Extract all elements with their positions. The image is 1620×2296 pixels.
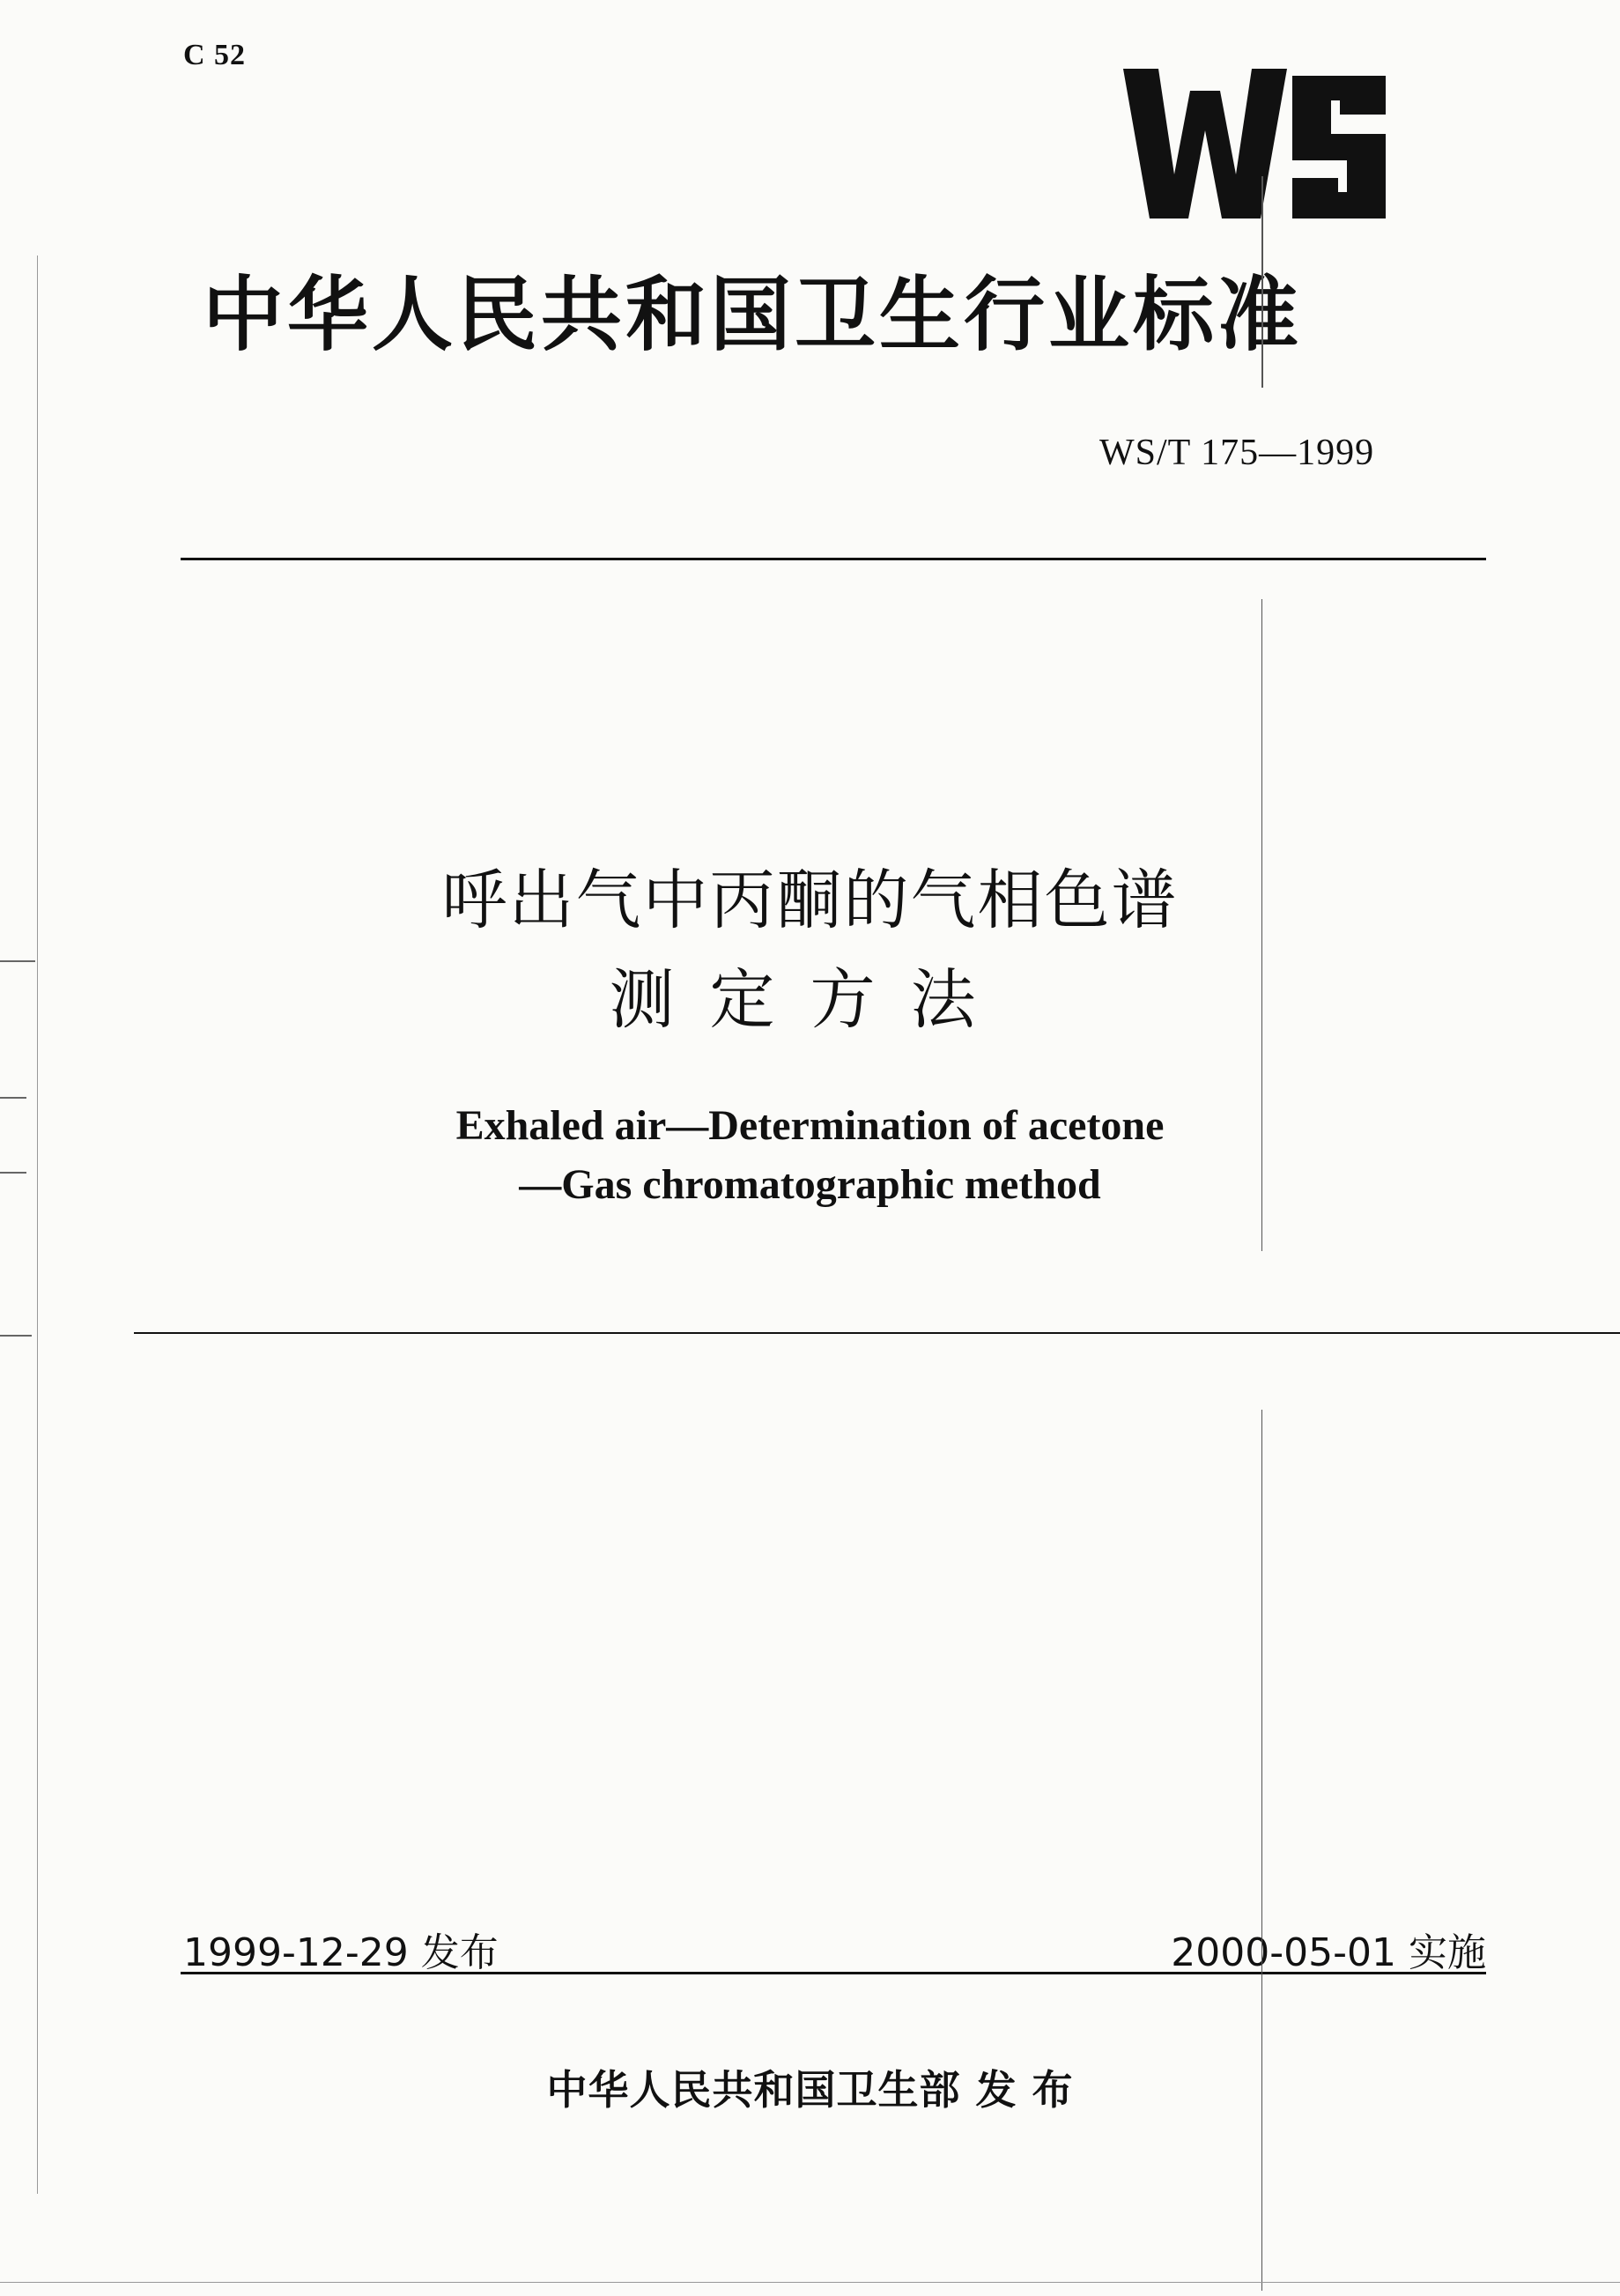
scan-artifact-dash: [0, 1097, 26, 1099]
scan-fold-line: [134, 1332, 1620, 1334]
logo-letter-s: [1292, 76, 1386, 218]
header-divider: [181, 558, 1486, 560]
scan-artifact-dash: [0, 1172, 26, 1174]
english-title-line-2: —Gas chromatographic method: [519, 1161, 1101, 1208]
scan-artifact-dash: [0, 1335, 32, 1337]
effective-date: 2000-05-01 实施: [1171, 1930, 1486, 1975]
ws-logo: [1123, 69, 1387, 223]
standard-category-title: 中华人民共和国卫生行业标准: [203, 268, 1303, 362]
scan-artifact-dash: [0, 2282, 1620, 2283]
scan-artifact-line: [37, 256, 38, 2194]
chinese-title-line-2: 测定方法: [609, 962, 1011, 1038]
chinese-title-line-1: 呼出气中丙酮的气相色谱: [441, 863, 1179, 938]
scan-artifact-line: [1261, 1938, 1262, 2291]
issuing-authority: 中华人民共和国卫生部 发 布: [546, 2066, 1074, 2114]
scan-artifact-line: [1261, 1410, 1262, 1938]
issue-date: 1999-12-29 发布: [183, 1930, 499, 1975]
standard-number: WS/T 175—1999: [1099, 433, 1375, 473]
english-title-line-1: Exhaled air—Determination of acetone: [455, 1102, 1165, 1149]
footer-divider: [181, 1972, 1486, 1974]
classification-code: C 52: [183, 39, 247, 71]
scan-artifact-dash: [0, 960, 35, 962]
scan-artifact-line: [1261, 176, 1263, 388]
scan-artifact-line: [1261, 599, 1262, 1251]
